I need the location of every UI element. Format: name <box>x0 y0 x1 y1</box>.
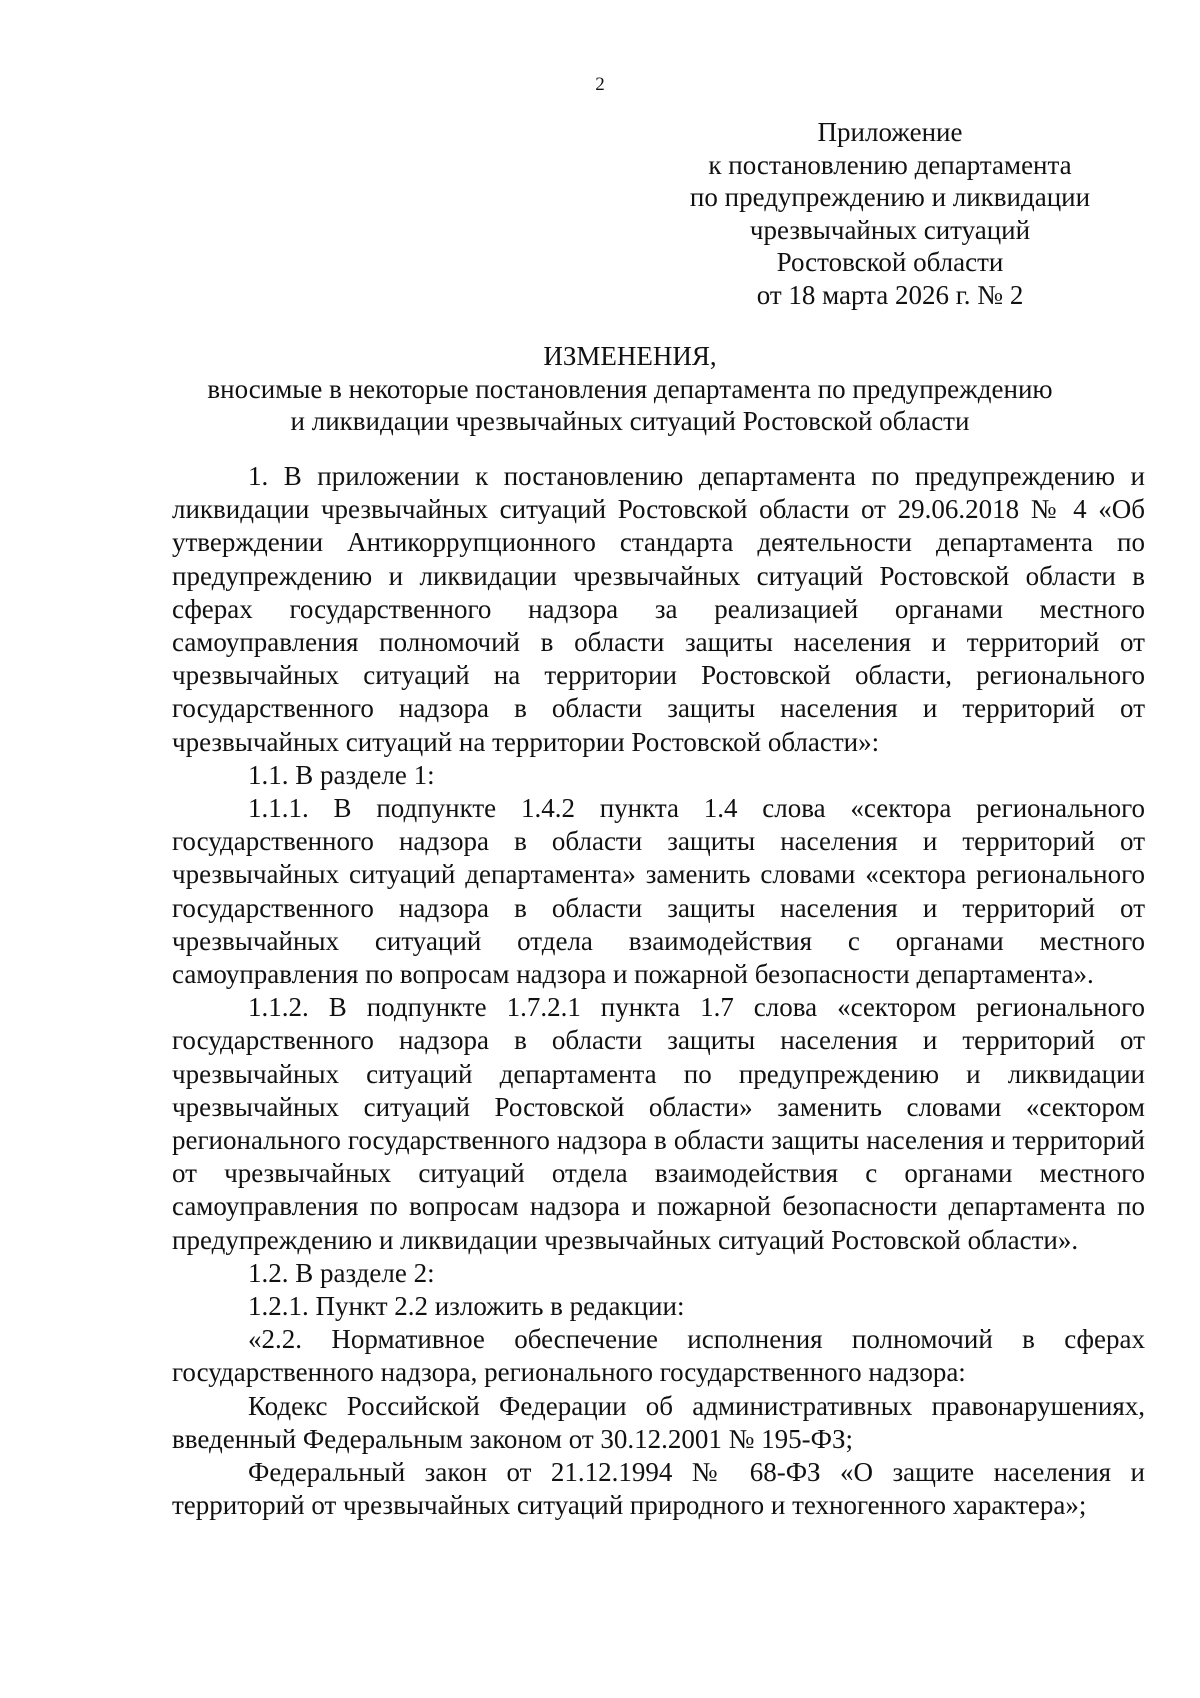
document-heading: ИЗМЕНЕНИЯ, <box>543 341 717 371</box>
paragraph-item-1-2-1: 1.2.1. Пункт 2.2 изложить в редакции: <box>248 1291 685 1322</box>
document-subtitle-line: вносимые в некоторые постановления департамента по предупреждению <box>207 373 1053 404</box>
paragraph-item-1: 1. В приложении к постановлению департамента по предупреждению и ликвидации чрезвычайных ситуаций Ростовской области от 29.06.2018 № 4 «Об утверждении Антикоррупционного стандарта деятельности департамента по предупреждению и ликвидации чрезвычайных ситуаций Ростовской области в сферах государственного надзора за реализацией органами местного самоуправления полномочий в области защиты населения и территорий от чрезвычайных ситуаций на территории Ростовской области, регионального государственного надзора в области защиты населения и территорий от чрезвычайных ситуаций на территории Ростовской области»: <box>172 461 1145 757</box>
annex-line: Ростовской области <box>776 247 1004 277</box>
document-title-block <box>150 340 1110 438</box>
annex-line: по предупреждению и ликвидации <box>689 182 1091 212</box>
document-subtitle-line: и ликвидации чрезвычайных ситуаций Ростовской области <box>290 406 970 436</box>
paragraph-koap-reference: Кодекс Российской Федерации об административных правонарушениях, введенный Федеральным законом от 30.12.2001 № 195-ФЗ; <box>172 1390 1145 1454</box>
paragraph-item-1-1: 1.1. В разделе 1: <box>248 759 435 790</box>
paragraph-item-1-1-2: 1.1.2. В подпункте 1.7.2.1 пункта 1.7 слова «сектором регионального государственного надзора в области защиты населения и территорий от чрезвычайных ситуаций департамента по предупреждению и ликвидации чрезвычайных ситуаций Ростовской области» заменить словами «сектором регионального государственного надзора в области защиты населения и территорий от чрезвычайных ситуаций отдела взаимодействия с органами местного самоуправления по вопросам надзора и пожарной безопасности департамента по предупреждению и ликвидации чрезвычайных ситуаций Ростовской области». <box>172 992 1145 1255</box>
annex-line: Приложение <box>817 117 963 147</box>
annex-line: чрезвычайных ситуаций <box>749 214 1031 245</box>
annex-line: к постановлению департамента <box>708 149 1072 180</box>
paragraph-clause-2-2: «2.2. Нормативное обеспечение исполнения полномочий в сферах государственного надзора, регионального государственного надзора: <box>172 1324 1145 1388</box>
annex-block <box>640 116 1140 311</box>
document-body <box>172 460 1145 1523</box>
annex-line: от 18 марта 2026 г. № 2 <box>756 279 1024 310</box>
paragraph-item-1-1-1: 1.1.1. В подпункте 1.4.2 пункта 1.4 слова «сектора регионального государственного надзора в области защиты населения и территорий от чрезвычайных ситуаций департамента» заменить словами «сектора регионального государственного надзора в области защиты населения и территорий от чрезвычайных ситуаций отдела взаимодействия с органами местного самоуправления по вопросам надзора и пожарной безопасности департамента». <box>172 793 1145 990</box>
page-number: 2 <box>595 74 605 95</box>
paragraph-federal-law-68: Федеральный закон от 21.12.1994 № 68-ФЗ «О защите населения и территорий от чрезвычайных ситуаций природного и техногенного характера»; <box>172 1457 1145 1521</box>
paragraph-item-1-2: 1.2. В разделе 2: <box>248 1257 435 1288</box>
